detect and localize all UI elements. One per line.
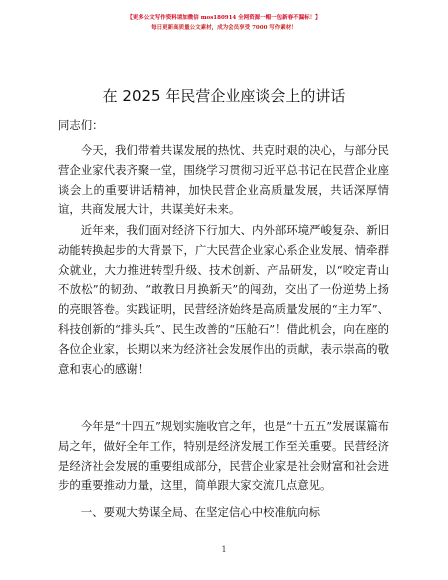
body-paragraph-2: 近年来，我们面对经济下行加大、内外部环境严峻复杂、新旧动能转换起步的大背景下，广大民营企业家心系企业发展、情牵群众就业，大力推进转型升级、技术创新、产品研发，以“咬定青山不放松”的韧劲、“敢教日月换新天”的闯劲，交出了一份逆势上扬的亮眼答卷。实践证明，民营经济始终是高质量发展的“主力军”、科技创新的“排头兵”、民生改善的“压舱石”！借此机会，向在座的各位企业家，长期以来为经济社会发展作出的贡献，表示崇高的敬意和衷心的感谢！ [58,223,389,376]
document-title: 在 2025 年民营企业座谈会上的讲话 [102,87,346,105]
section-heading-1: 一、要观大势谋全局、在坚定信心中校准航向标 [80,505,321,519]
promo-banner-line-1: 【更多公文写作资料请加微信 mos180914 全网资源一帽一包新春不漏标！】 [127,15,321,21]
promo-banner-line-2: 每日更新高质量公文素材，成为会员享受 7000 写作素材！ [151,25,297,31]
greeting: 同志们： [58,118,104,132]
body-paragraph-3: 今年是“十四五”规划实施收官之年，也是“十五五”发展谋篇布局之年，做好全年工作，特别是经济发展工作至关重要。民营经济是经济社会发展的重要组成部分，民营企业家是社会财富和社会进步的重要推动力量，这里，简单跟大家交流几点意见。 [58,419,389,493]
page-number: 1 [221,545,227,554]
body-paragraph-1: 今天，我们带着共谋发展的热忱、共克时艰的决心，与部分民营企业家代表齐聚一堂，围绕学习贯彻习近平总书记在民营企业座谈会上的重要讲话精神，加快民营企业高质量发展，共话深厚情谊，共商发展大计，共谋美好未来。 [58,143,389,217]
